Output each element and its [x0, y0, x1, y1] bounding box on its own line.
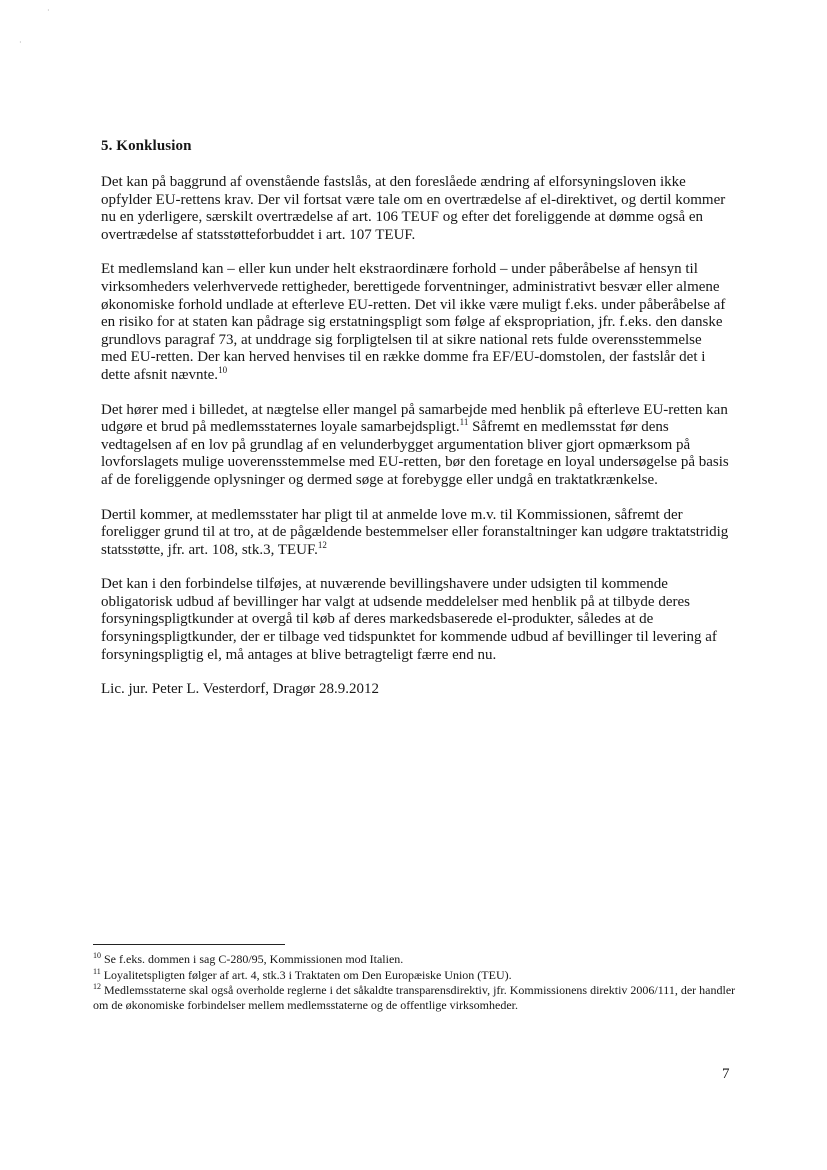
footnote-ref[interactable]: 12	[317, 539, 327, 550]
footnote-12: $^{12}$ Medlemsstaterne skal også overholde reglerne i det såkaldte transparensdirektiv, jfr. Kommissionens direktiv 2006/111, der handler om de økonomiske forbindelser mellem medlemsstaterne og de offentlige virksomheder.	[93, 982, 736, 1012]
section-heading: 5. Konklusion	[101, 138, 192, 154]
scan-mark: ·	[19, 38, 22, 47]
footnote-10: $^{10}$ Se f.eks. dommen i sag C-280/95, Kommissionen mod Italien.	[93, 951, 404, 966]
footnote-divider	[93, 944, 285, 945]
footnote-ref[interactable]: 11	[459, 417, 469, 428]
document-body	[101, 138, 731, 699]
paragraph-licensees: Det kan i den forbindelse tilføjes, at nuværende bevillingshavere under udsigten til kommende obligatorisk udbud af bevillinger har valgt at udsende meddelelser med henblik på at tilbyde deres forsyningspligtkunder at overgå til køb af deres markedsbaserede el-produkter, således at de forsyningspligtkunder, der er tilbage ved tidspunktet for kommende udbud af bevillinger til levering af forsyningspligtig el, må antages at blive betragteligt færre end nu.	[101, 576, 717, 663]
paragraph-loyalty: Det hører med i billedet, at nægtelse eller mangel på samarbejde med henblik på efterleve EU-retten kan udgøre et brud på medlemsstaternes loyale samarbejdspligt.$^{11}$ Såfremt en medlemsstat før dens vedtagelsen af en lov på grundlag af en velunderbygget argumentation bliver gjort opmærksom på lovforslagets mulige uoverensstemmelse med EU-retten, bør den foretage en loyal undersøgelse på basis af de foreliggende oplysninger og dermed søge at forebygge eller undgå en traktatkrænkelse.	[101, 401, 729, 488]
paragraph-member-state: Et medlemsland kan – eller kun under helt ekstraordinære forhold – under påberåbelse af hensyn til virksomheders velerhvervede rettigheder, berettigede forventninger, administrativt besvær eller almene økonomiske forhold undlade at efterleve EU-retten. Det vil ikke være muligt f.eks. under påberåbelse af en risiko for at staten kan pådrage sig erstatningspligt som følge af ekspropriation, jfr. f.eks. den danske grundlovs paragraf 73, at unddrage sig forpligtelsen til at sikre national rets fulde overensstemmelse med EU-retten. Der kan herved henvises til en række domme fra EF/EU-domstolen, der fastslår det i dette afsnit nævnte.$^{10}$	[101, 261, 726, 383]
scan-mark: ·	[47, 6, 50, 15]
footnote-11: $^{11}$ Loyalitetspligten følger af art. 4, stk.3 i Traktaten om Den Europæiske Union (TEU).	[93, 966, 512, 982]
paragraph-notification: Dertil kommer, at medlemsstater har pligt til at anmelde love m.v. til Kommissionen, såfremt der foreligger grund til at tro, at de pågældende bestemmelser eller foranstaltninger kan udgøre traktatstridig statsstøtte, jfr. art. 108, stk.3, TEUF.$^{12}$	[101, 506, 729, 558]
signature-line: Lic. jur. Peter L. Vesterdorf, Dragør 28.9.2012	[101, 681, 379, 698]
paragraph-conclusion: Det kan på baggrund af ovenstående fastslås, at den foreslåede ændring af elforsyningsloven ikke opfylder EU-rettens krav. Der vil fortsat være tale om en overtrædelse af el-direktivet, og dertil kommer nu en yderligere, særskilt overtrædelse af art. 106 TEUF og efter det foreliggende at dømme også en overtrædelse af statsstøtteforbuddet i art. 107 TEUF.	[101, 174, 726, 243]
page-number: 7	[722, 1066, 730, 1082]
footnote-ref[interactable]: 10	[218, 364, 228, 375]
footnotes	[93, 952, 743, 1013]
